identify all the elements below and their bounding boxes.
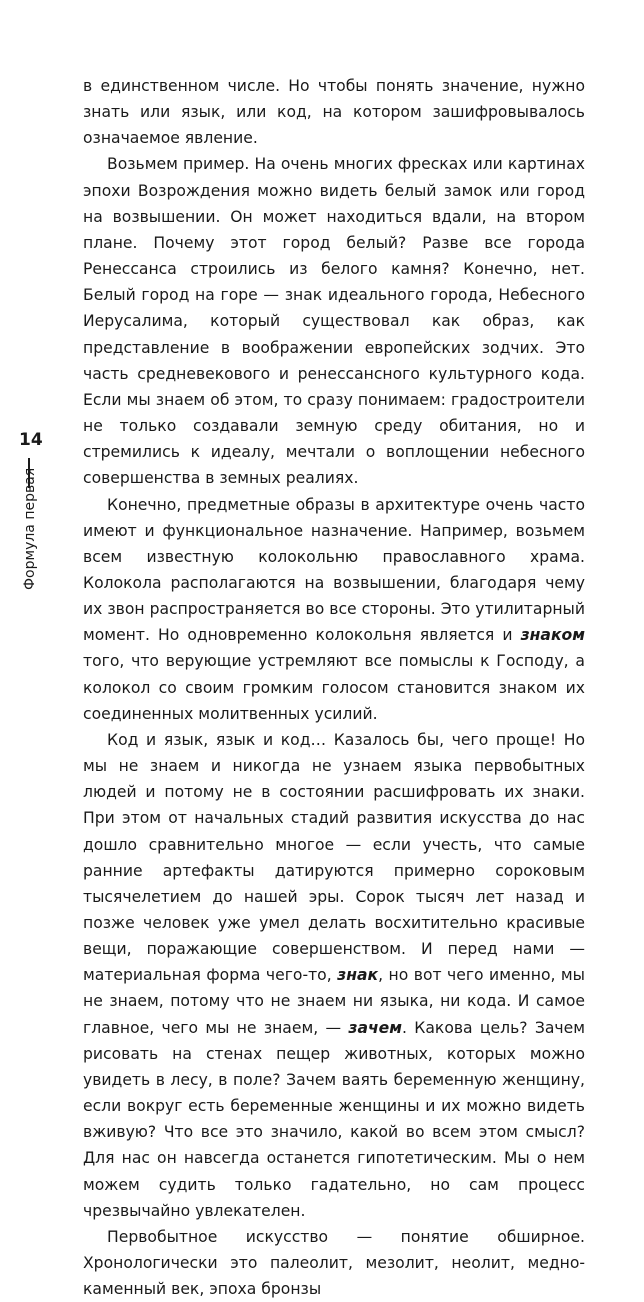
emphasis-zachem: зачем — [348, 1018, 403, 1037]
paragraph-3-text-b: того, что верующие устремляют все помыслы к Господу, а колокол со своим громким голосом становится знаком их соединенных молитвенных усилий. — [83, 652, 585, 723]
emphasis-znakom: знаком — [520, 626, 585, 645]
paragraph-1: в единственном числе. Но чтобы понять значение, нужно знать или язык, или код, на котором зашифровывалось означаемое явление. — [83, 77, 585, 148]
paragraph-4 — [83, 727, 585, 1224]
page-number: 14 — [19, 430, 43, 450]
paragraph-2: Возьмем пример. На очень многих фресках или картинах эпохи Возрождения можно видеть белый замок или город на возвышении. Он может находиться вдали, на втором плане. Почему этот город белый? Разве все города Ренессанса строились из белого камня? Конечно, нет. Белый город на горе — знак идеального города, Небесного Иерусалима, который существовал как образ, как представление в воображении европейских зодчих. Это часть средневекового и ренессансного культурного кода. Если мы знаем об этом, то сразу понимаем: градостроители не только создавали земную среду обитания, но и стремились к идеалу, мечтали о воплощении небесного совершенства в земных реалиях. — [83, 155, 585, 488]
running-head: Формула первая — [22, 467, 38, 590]
paragraph-3-text-a: Конечно, предметные образы в архитектуре очень часто имеют и функциональное назначение. Например, возьмем всем известную колокольню православного храма. Колокола располагаются на возвышении, благодаря чему их звон распространяется во все стороны. Это утилитарный момент. Но одновременно колокольня является и — [83, 495, 585, 645]
paragraph-4-text-a: Код и язык, язык и код… Казалось бы, чего проще! Но мы не знаем и никогда не узнаем языка первобытных людей и потому не в состоянии расшифровать их знаки. При этом от начальных стадий развития искусства до нас дошло сравнительно многое — если учесть, что самые ранние артефакты датируются примерно сороковым тысячелетием до нашей эры. Сорок тысяч лет назад и позже человек уже умел делать восхитительно красивые вещи, поражающие совершенством. И перед нами — материальная форма чего-то, — [83, 730, 585, 985]
paragraph-5: Первобытное искусство — понятие обширное. Хронологически это палеолит, мезолит, неолит, медно-каменный век, эпоха бронзы — [83, 1227, 585, 1299]
emphasis-znak: знак — [337, 966, 379, 985]
body-text — [83, 73, 585, 1302]
paragraph-3 — [83, 492, 585, 727]
paragraph-4-text-c: . Какова цель? Зачем рисовать на стенах пещер животных, которых можно увидеть в лесу, в поле? Зачем ваять беременную женщину, если вокруг есть беременные женщины и их можно видеть вживую? Что все это значило, какой во всем этом смысл? Для нас он навсегда останется гипотетическим. Мы о нем можем судить только гадательно, но сам процесс чрезвычайно увлекателен. — [83, 1018, 585, 1220]
paragraph-4-text-b: , но вот чего именно, мы не знаем, потому что не знаем ни языка, ни кода. И самое главное, чего мы не знаем, — — [83, 966, 585, 1037]
